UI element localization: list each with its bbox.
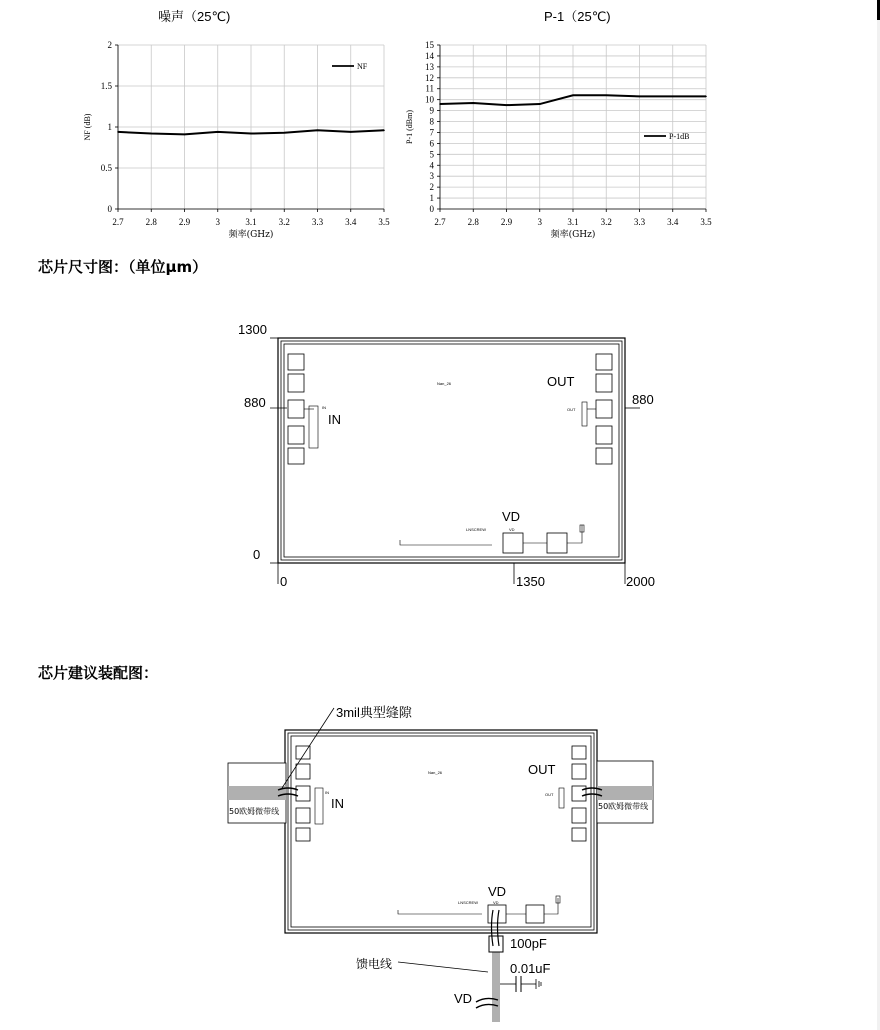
data-point bbox=[705, 96, 707, 98]
assembly-pad-vd-text: VD bbox=[493, 900, 499, 905]
dimension-section-title: 芯片尺寸图：（单位μm） bbox=[38, 258, 208, 276]
dim-label-1350: 1350 bbox=[516, 574, 545, 589]
gap-label: 3mil典型缝隙 bbox=[336, 705, 412, 720]
legend-label: P-1dB bbox=[669, 132, 690, 141]
y-tick-label: 1 bbox=[429, 193, 434, 204]
pad-vd bbox=[503, 533, 523, 553]
data-point bbox=[506, 104, 508, 106]
y-tick-label: 11 bbox=[425, 83, 434, 94]
x-tick-label: 3.2 bbox=[600, 217, 612, 227]
assembly-pad-out-text: OUT bbox=[545, 792, 554, 797]
assembly-logo-text: LNSCREW bbox=[458, 900, 479, 905]
assembly-in-label: IN bbox=[331, 796, 344, 811]
data-point bbox=[250, 133, 252, 135]
feed-line-label: 馈电线 bbox=[356, 957, 393, 971]
dim-label-880-left: 880 bbox=[244, 395, 266, 410]
assembly-out-label: OUT bbox=[528, 762, 556, 777]
x-tick-label: 3.4 bbox=[667, 217, 679, 227]
pad-right-2 bbox=[596, 374, 612, 392]
y-axis-label: NF (dB) bbox=[83, 113, 92, 141]
dim-pad-out-text: OUT bbox=[567, 407, 576, 412]
y-tick-label: 7 bbox=[429, 127, 434, 138]
assembly-vd-bottom-label: VD bbox=[454, 991, 473, 1006]
x-tick-label: 3.1 bbox=[567, 217, 579, 227]
microstrip-right-label: 50欧姆微带线 bbox=[598, 802, 649, 811]
cap-001uf-label: 0.01uF bbox=[510, 961, 551, 976]
dim-out-label: OUT bbox=[547, 374, 575, 389]
x-tick-label: 2.7 bbox=[434, 217, 446, 227]
x-tick-label: 2.9 bbox=[178, 217, 191, 227]
dim-label-x0: 0 bbox=[280, 574, 288, 589]
y-tick-label: 12 bbox=[425, 72, 434, 83]
dim-in-label: IN bbox=[328, 412, 341, 427]
x-tick-label: 3.1 bbox=[245, 217, 257, 227]
assembly-section-title: 芯片建议装配图： bbox=[38, 664, 159, 682]
x-tick-label: 2.7 bbox=[112, 217, 124, 227]
dim-label-1300: 1300 bbox=[238, 322, 267, 337]
x-tick-label: 3.3 bbox=[633, 217, 646, 227]
y-tick-label: 0 bbox=[107, 204, 112, 214]
chart2-title: P-1（25℃) bbox=[544, 9, 611, 24]
data-point bbox=[317, 129, 319, 131]
pad-left-4 bbox=[288, 426, 304, 444]
y-tick-label: 10 bbox=[425, 94, 434, 105]
y-tick-label: 5 bbox=[429, 149, 434, 160]
y-tick-label: 1 bbox=[107, 122, 112, 132]
y-tick-label: 6 bbox=[429, 138, 434, 149]
assembly-pad-in-text: IN bbox=[325, 790, 329, 795]
data-point bbox=[350, 131, 352, 133]
x-tick-label: 3.5 bbox=[378, 217, 390, 227]
data-point bbox=[605, 94, 607, 96]
left-microstrip-line bbox=[228, 786, 286, 800]
pad-right-5 bbox=[596, 448, 612, 464]
cap-100pf bbox=[489, 936, 503, 952]
pad-right-1 bbox=[596, 354, 612, 370]
pad-right-out bbox=[596, 400, 612, 418]
y-tick-label: 15 bbox=[425, 40, 434, 50]
y-tick-label: 2 bbox=[107, 40, 112, 50]
dim-chip-name: Nan_26 bbox=[437, 381, 452, 386]
y-tick-label: 0 bbox=[429, 204, 434, 214]
y-tick-label: 3 bbox=[429, 171, 434, 182]
data-point bbox=[672, 96, 674, 98]
microstrip-left-label: 50欧姆微带线 bbox=[229, 807, 280, 816]
assembly-chip-name: Nan_26 bbox=[428, 770, 443, 775]
y-tick-label: 13 bbox=[425, 61, 434, 72]
y-axis-label: P-1 (dBm) bbox=[405, 110, 414, 144]
legend-label: NF bbox=[357, 62, 368, 71]
x-axis-label: 频率(GHz) bbox=[228, 230, 274, 240]
pad-left-in bbox=[288, 400, 304, 418]
p1-chart bbox=[398, 36, 716, 248]
data-point bbox=[150, 133, 152, 135]
y-tick-label: 0.5 bbox=[100, 163, 112, 173]
x-tick-label: 2.8 bbox=[145, 217, 157, 227]
pad-vd-2 bbox=[547, 533, 567, 553]
data-point bbox=[184, 134, 186, 136]
y-tick-label: 1.5 bbox=[100, 81, 112, 91]
data-point bbox=[539, 103, 541, 105]
dim-pad-in-text: IN bbox=[322, 405, 326, 410]
dim-logo-text: LNSCREW bbox=[466, 527, 487, 532]
data-point bbox=[439, 103, 441, 105]
y-tick-label: 2 bbox=[429, 182, 434, 193]
y-tick-label: 8 bbox=[429, 116, 434, 127]
dim-label-0: 0 bbox=[253, 547, 261, 562]
data-point bbox=[117, 131, 119, 133]
dim-label-880-right: 880 bbox=[632, 392, 654, 407]
x-axis-label: 频率(GHz) bbox=[550, 230, 596, 240]
chip-dimension-drawing bbox=[230, 318, 670, 598]
x-tick-label: 2.8 bbox=[467, 217, 479, 227]
assembly-chip-outline bbox=[285, 730, 597, 933]
pad-left-1 bbox=[288, 354, 304, 370]
pad-right-4 bbox=[596, 426, 612, 444]
x-tick-label: 2.9 bbox=[500, 217, 513, 227]
pad-left-5 bbox=[288, 448, 304, 464]
feed-line bbox=[492, 950, 500, 1022]
x-tick-label: 3.4 bbox=[345, 217, 357, 227]
chip-outline bbox=[278, 338, 625, 563]
x-tick-label: 3.2 bbox=[278, 217, 290, 227]
x-tick-label: 3 bbox=[215, 217, 220, 227]
data-point bbox=[472, 102, 474, 104]
nf-chart bbox=[78, 36, 398, 248]
y-tick-label: 14 bbox=[425, 50, 434, 61]
assembly-vd-top-label: VD bbox=[488, 884, 507, 899]
data-point bbox=[639, 96, 641, 98]
x-tick-label: 3.5 bbox=[700, 217, 712, 227]
y-tick-label: 4 bbox=[429, 160, 434, 171]
dim-label-2000: 2000 bbox=[626, 574, 655, 589]
dim-pad-vd-text: VD bbox=[509, 527, 515, 532]
assembly-pad-vd bbox=[488, 905, 506, 923]
data-point bbox=[383, 129, 385, 131]
chip-assembly-drawing bbox=[220, 700, 660, 1022]
x-tick-label: 3.3 bbox=[311, 217, 324, 227]
data-point bbox=[217, 131, 219, 133]
data-point bbox=[283, 132, 285, 134]
pad-left-2 bbox=[288, 374, 304, 392]
right-microstrip-line bbox=[597, 786, 653, 800]
x-tick-label: 3 bbox=[537, 217, 542, 227]
y-tick-label: 9 bbox=[429, 105, 434, 116]
chart1-title: 噪声（25℃) bbox=[158, 9, 231, 24]
data-point bbox=[572, 94, 574, 96]
cap-100pf-label: 100pF bbox=[510, 936, 547, 951]
dim-vd-label: VD bbox=[502, 509, 521, 524]
